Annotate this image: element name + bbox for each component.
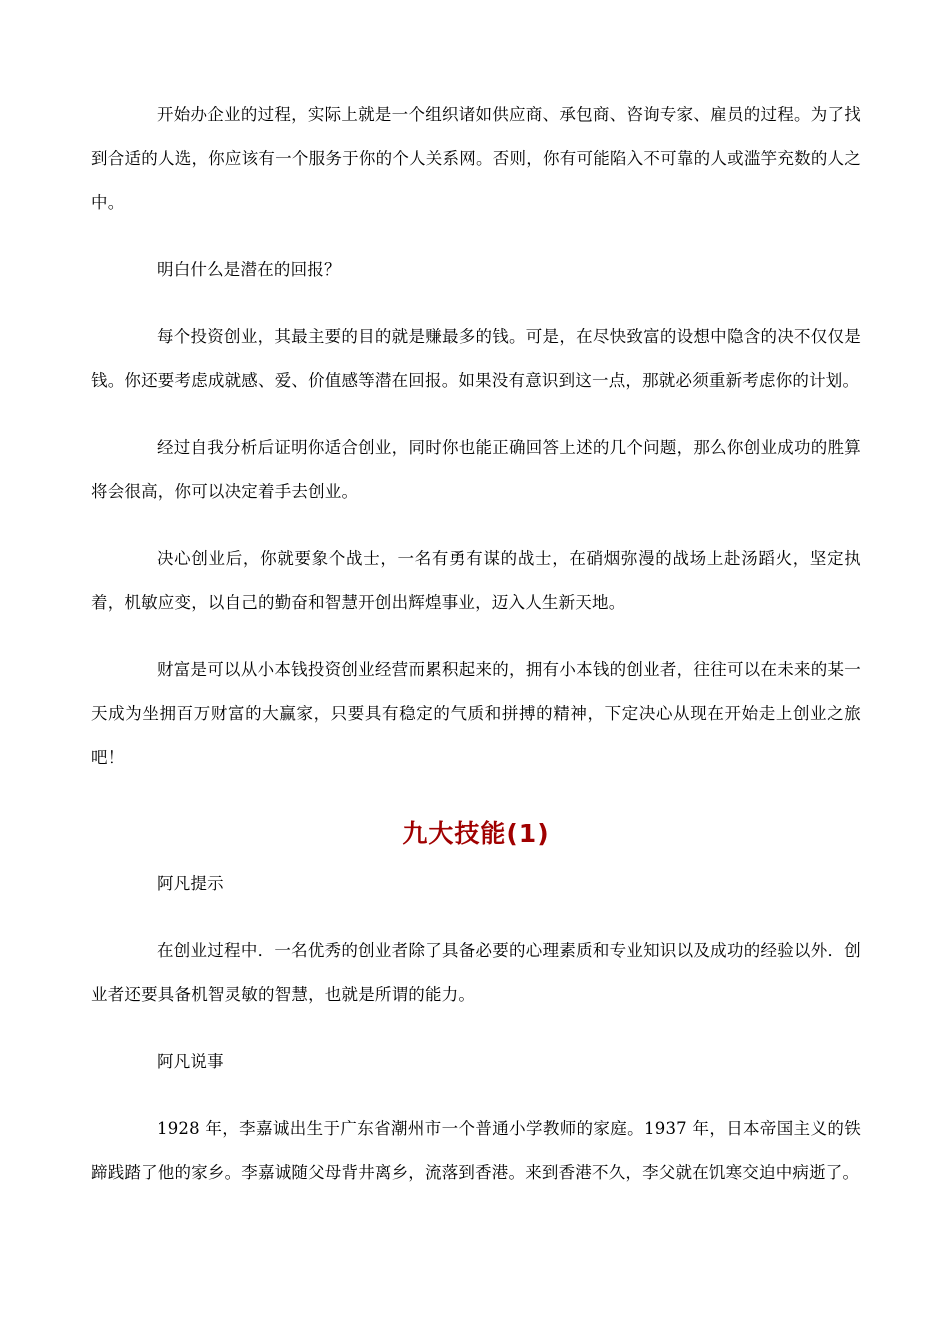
paragraph-ability: 在创业过程中．一名优秀的创业者除了具备必要的心理素质和专业知识以及成功的经验以外．创业者还要具备机智灵敏的智慧，也就是所谓的能力。 xyxy=(91,941,861,1004)
paragraph-network: 开始办企业的过程，实际上就是一个组织诸如供应商、承包商、咨询专家、雇员的过程。为了找到合适的人选，你应该有一个服务于你的个人关系网。否则，你有可能陷入不可靠的人或滥竽充数的人之中。 xyxy=(91,105,861,212)
label-afan-story: 阿凡说事 xyxy=(157,1052,224,1071)
heading-potential-return: 明白什么是潜在的回报？ xyxy=(157,260,341,279)
document-body xyxy=(91,93,861,1195)
paragraph-li-ka-shing: 1928 年，李嘉诚出生于广东省潮州市一个普通小学教师的家庭。1937 年，日本帝国主义的铁蹄践踏了他的家乡。李嘉诚随父母背井离乡，流落到香港。来到香港不久，李父就在饥寒交迫中病逝了。 xyxy=(91,1119,861,1182)
label-afan-tip: 阿凡提示 xyxy=(157,874,224,893)
paragraph-wealth: 财富是可以从小本钱投资创业经营而累积起来的，拥有小本钱的创业者，往往可以在未来的某一天成为坐拥百万财富的大赢家，只要具有稳定的气质和拼搏的精神，下定决心从现在开始走上创业之旅吧！ xyxy=(91,660,861,767)
paragraph-warrior: 决心创业后，你就要象个战士，一名有勇有谋的战士，在硝烟弥漫的战场上赴汤蹈火，坚定执着，机敏应变，以自己的勤奋和智慧开创出辉煌事业，迈入人生新天地。 xyxy=(91,549,861,612)
paragraph-self-analysis: 经过自我分析后证明你适合创业，同时你也能正确回答上述的几个问题，那么你创业成功的胜算将会很高，你可以决定着手去创业。 xyxy=(91,438,861,501)
paragraph-potential-return: 每个投资创业，其最主要的目的就是赚最多的钱。可是，在尽快致富的设想中隐含的决不仅仅是钱。你还要考虑成就感、爱、价值感等潜在回报。如果没有意识到这一点，那就必须重新考虑你的计划。 xyxy=(91,327,861,390)
section-title: 九大技能(1) xyxy=(402,819,550,848)
